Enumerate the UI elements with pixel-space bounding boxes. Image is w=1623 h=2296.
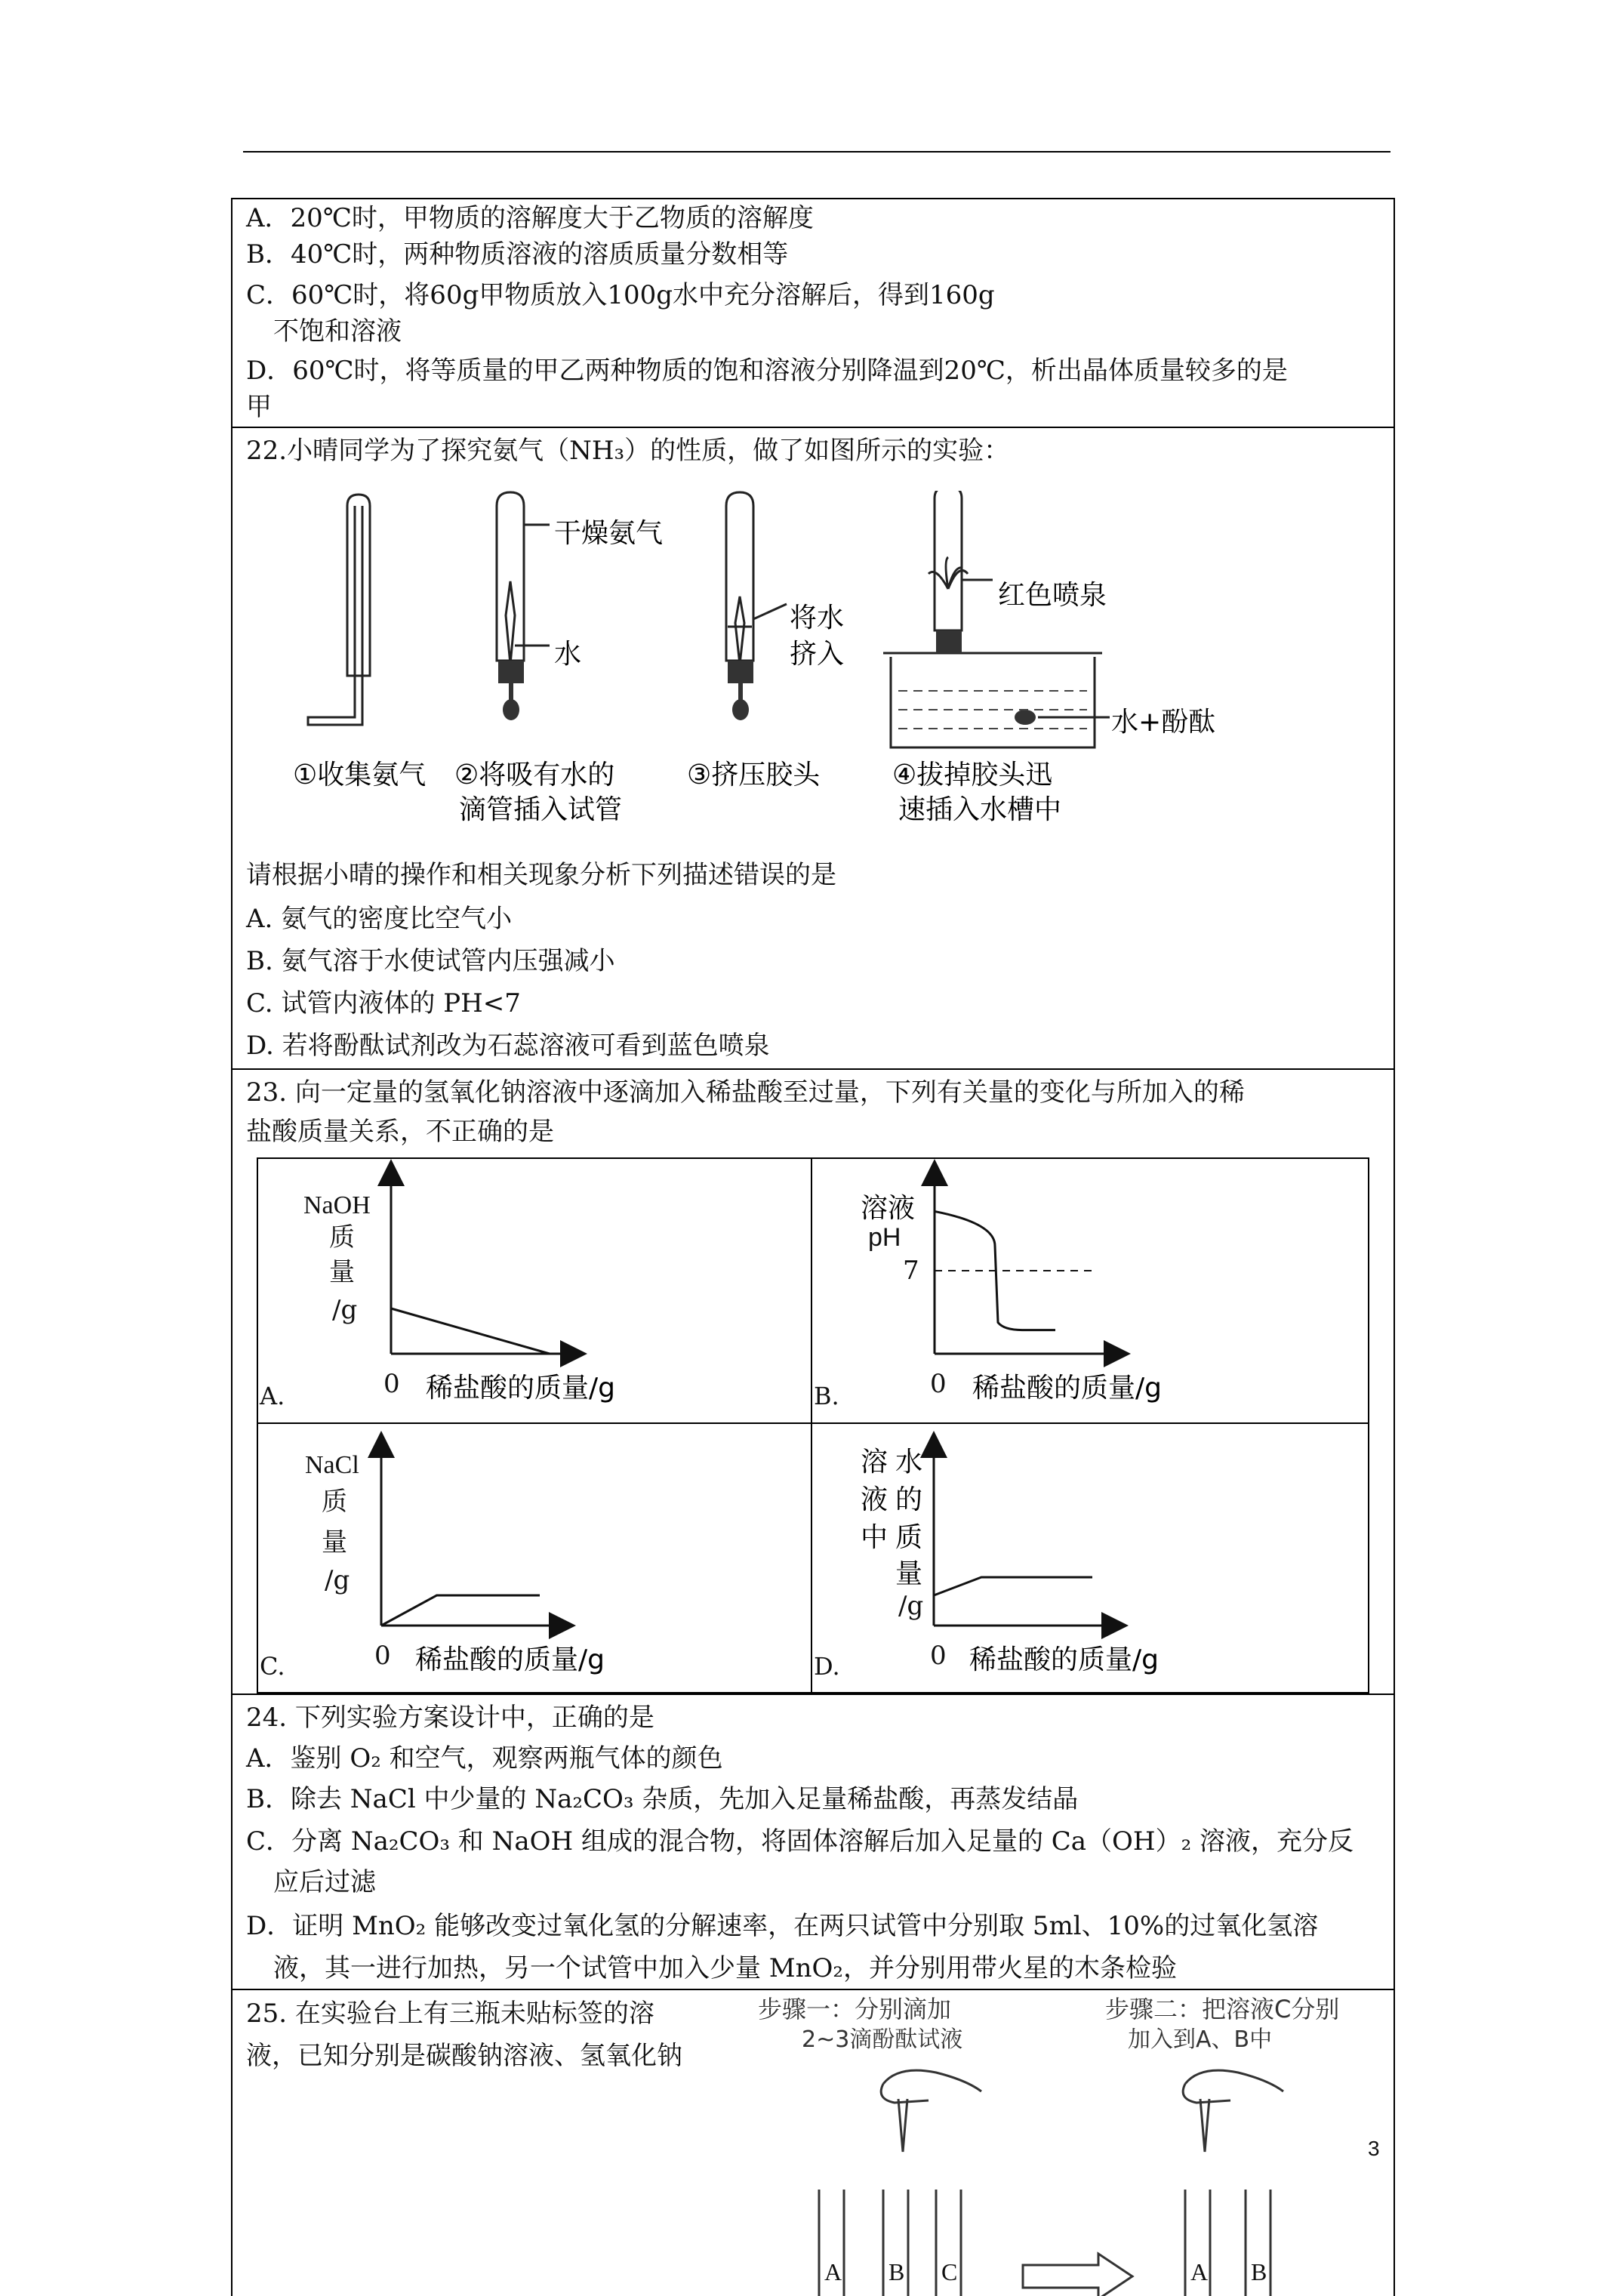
panel-d-curve	[934, 1577, 1092, 1595]
collection-tube	[347, 495, 370, 676]
panel-b-ylabel-2: pH	[868, 1223, 901, 1252]
q21-option-c: C．60℃时，将60g甲物质放入100g水中充分溶解后，得到160g	[246, 280, 995, 310]
bulb-3	[732, 699, 749, 720]
q22-prompt: 请根据小晴的操作和相关现象分析下列描述错误的是	[246, 860, 836, 890]
tube-label-b-2: B	[1251, 2258, 1267, 2285]
panel-b-ylabel-1: 溶液	[861, 1193, 916, 1224]
q21-option-d: D．60℃时，将等质量的甲乙两种物质的饱和溶液分别降温到20℃，析出晶体质量较多的是	[246, 356, 1288, 386]
dropper-1	[898, 2099, 907, 2152]
caption-step-4b: 速插入水槽中	[898, 794, 1062, 825]
q25-figure	[755, 2039, 1389, 2296]
tube-label-c-1: C	[941, 2258, 958, 2285]
tube-3	[726, 492, 753, 661]
panel-c-xlabel: 稀盐酸的质量/g	[415, 1644, 605, 1675]
row-divider	[231, 1068, 1395, 1070]
panel-c-ylabel-3: 量	[322, 1527, 347, 1558]
hand-1	[881, 2070, 981, 2103]
q22-option-d: D. 若将酚酞试剂改为石蕊溶液可看到蓝色喷泉	[246, 1031, 770, 1061]
q24-option-c-cont: 应后过滤	[273, 1867, 376, 1897]
bent-delivery-tube	[308, 506, 362, 725]
stopper-4	[936, 630, 962, 653]
q25-step1-b: 2~3滴酚酞试液	[802, 2026, 963, 2053]
label-squeeze-2: 挤入	[790, 639, 845, 670]
panel-d-ycol2-3: 质	[895, 1522, 923, 1553]
panel-c-zero: 0	[374, 1641, 391, 1671]
tube-label-a-2: A	[1190, 2258, 1209, 2285]
q24-option-b: B．除去 NaCl 中少量的 Na₂CO₃ 杂质，先加入足量稀盐酸，再蒸发结晶	[246, 1784, 1079, 1814]
panel-d-ycol1-2: 液	[861, 1484, 888, 1515]
panel-b-letter: B.	[814, 1382, 839, 1410]
label-squeeze-1: 将水	[790, 603, 845, 633]
row-divider	[231, 1693, 1395, 1695]
process-arrow	[1023, 2254, 1132, 2296]
dropper-3	[735, 596, 744, 664]
caption-step-3: ③挤压胶头	[687, 760, 821, 791]
panel-c-ylabel-4: /g	[325, 1565, 350, 1595]
bulb-4	[1015, 710, 1036, 725]
panel-c-letter: C.	[260, 1652, 285, 1681]
q22-option-a: A. 氨气的密度比空气小	[246, 904, 513, 934]
panel-d-ycol2-4: 量	[895, 1558, 923, 1589]
q22-stem: 22.小晴同学为了探究氨气（NH₃）的性质，做了如图所示的实验：	[246, 436, 1010, 466]
caption-step-2b: 滴管插入试管	[459, 794, 623, 825]
q25-line-1: 25. 在实验台上有三瓶未贴标签的溶	[246, 1999, 654, 2029]
q24-option-d: D．证明 MnO₂ 能够改变过氧化氢的分解速率，在两只试管中分别取 5ml、10%的过氧化氢溶	[246, 1911, 1319, 1941]
q21-option-c-cont: 不饱和溶液	[273, 316, 402, 347]
q24-option-d-cont: 液，其一进行加热，另一个试管中加入少量 MnO₂，并分别用带火星的木条检验	[273, 1953, 1178, 1983]
tube-2	[497, 492, 524, 661]
row-divider	[231, 427, 1395, 428]
tube-label-b-1: B	[888, 2258, 905, 2285]
q22-option-c: C. 试管内液体的 PH<7	[246, 988, 521, 1019]
dropper-2	[1200, 2099, 1209, 2152]
dropper-2	[506, 581, 515, 664]
panel-a-xlabel: 稀盐酸的质量/g	[426, 1373, 615, 1404]
q21-option-d-cont: 甲	[246, 392, 272, 422]
panel-a-ylabel-4: /g	[332, 1295, 358, 1325]
label-water: 水	[554, 639, 582, 670]
q24-option-a: A．鉴别 O₂ 和空气，观察两瓶气体的颜色	[246, 1743, 723, 1774]
panel-d-ycol2-5: /g	[898, 1591, 924, 1621]
panel-c-ylabel-1: NaCl	[305, 1451, 359, 1479]
q23-stem-1: 23. 向一定量的氢氧化钠溶液中逐滴加入稀盐酸至过量，下列有关量的变化与所加入的稀	[246, 1077, 1245, 1108]
panel-b-zero: 0	[930, 1369, 947, 1399]
q21-option-b: B．40℃时，两种物质溶液的溶质质量分数相等	[246, 239, 789, 270]
panel-d-ycol1-3: 中	[861, 1522, 888, 1553]
stopper-3	[728, 661, 753, 683]
panel-a-zero: 0	[383, 1369, 400, 1399]
q25-step1-a: 步骤一：分别滴加	[758, 1995, 952, 2023]
panel-d-letter: D.	[814, 1652, 840, 1681]
q24-option-c: C．分离 Na₂CO₃ 和 NaOH 组成的混合物，将固体溶解后加入足量的 Ca（OH）₂ 溶液，充分反	[246, 1826, 1354, 1857]
panel-d-ycol2-1: 水	[895, 1447, 923, 1478]
panel-d-ycol1-1: 溶	[861, 1447, 888, 1478]
caption-step-2a: ②将吸有水的	[454, 760, 615, 791]
q24-stem: 24. 下列实验方案设计中，正确的是	[246, 1703, 654, 1733]
q25-step2-b: 加入到A、B中	[1128, 2026, 1273, 2053]
tube-4	[935, 491, 962, 630]
panel-c-curve	[381, 1595, 540, 1626]
q22-option-b: B. 氨气溶于水使试管内压强减小	[246, 946, 615, 976]
panel-d-ycol2-2: 的	[895, 1484, 923, 1515]
q23-graphs	[257, 1157, 1369, 1693]
panel-a-curve	[391, 1308, 550, 1354]
label-dry-ammonia: 干燥氨气	[554, 518, 664, 549]
caption-step-1: ①收集氨气	[293, 760, 427, 791]
label-red-fountain: 红色喷泉	[998, 580, 1107, 611]
panel-c-ylabel-2: 质	[322, 1487, 347, 1517]
bulb-2	[503, 699, 519, 720]
q25-line-2: 液，已知分别是碳酸钠溶液、氢氧化钠	[246, 2041, 682, 2071]
header-rule	[243, 151, 1390, 153]
panel-b-xlabel: 稀盐酸的质量/g	[972, 1373, 1162, 1404]
water-trough	[891, 657, 1095, 747]
panel-a-ylabel-3: 量	[329, 1257, 355, 1287]
label-water-phenol: 水+酚酞	[1111, 707, 1216, 738]
panel-a-letter: A.	[260, 1382, 285, 1410]
q21-option-a: A．20℃时，甲物质的溶解度大于乙物质的溶解度	[246, 203, 814, 233]
panel-d-xlabel: 稀盐酸的质量/g	[969, 1644, 1159, 1675]
panel-d-zero: 0	[930, 1641, 947, 1671]
panel-a-ylabel-1: NaOH	[303, 1191, 371, 1219]
stopper-2	[498, 661, 524, 683]
page-number: 3	[1368, 2137, 1380, 2160]
q23-stem-2: 盐酸质量关系，不正确的是	[246, 1117, 554, 1147]
tube-label-a-1: A	[824, 2258, 842, 2285]
panel-a-ylabel-2: 质	[329, 1222, 355, 1253]
panel-b-tick-7: 7	[903, 1256, 919, 1286]
q25-step2-a: 步骤二：把溶液C分别	[1105, 1995, 1340, 2023]
hand-2	[1183, 2070, 1283, 2103]
caption-step-4a: ④拔掉胶头迅	[892, 760, 1053, 791]
